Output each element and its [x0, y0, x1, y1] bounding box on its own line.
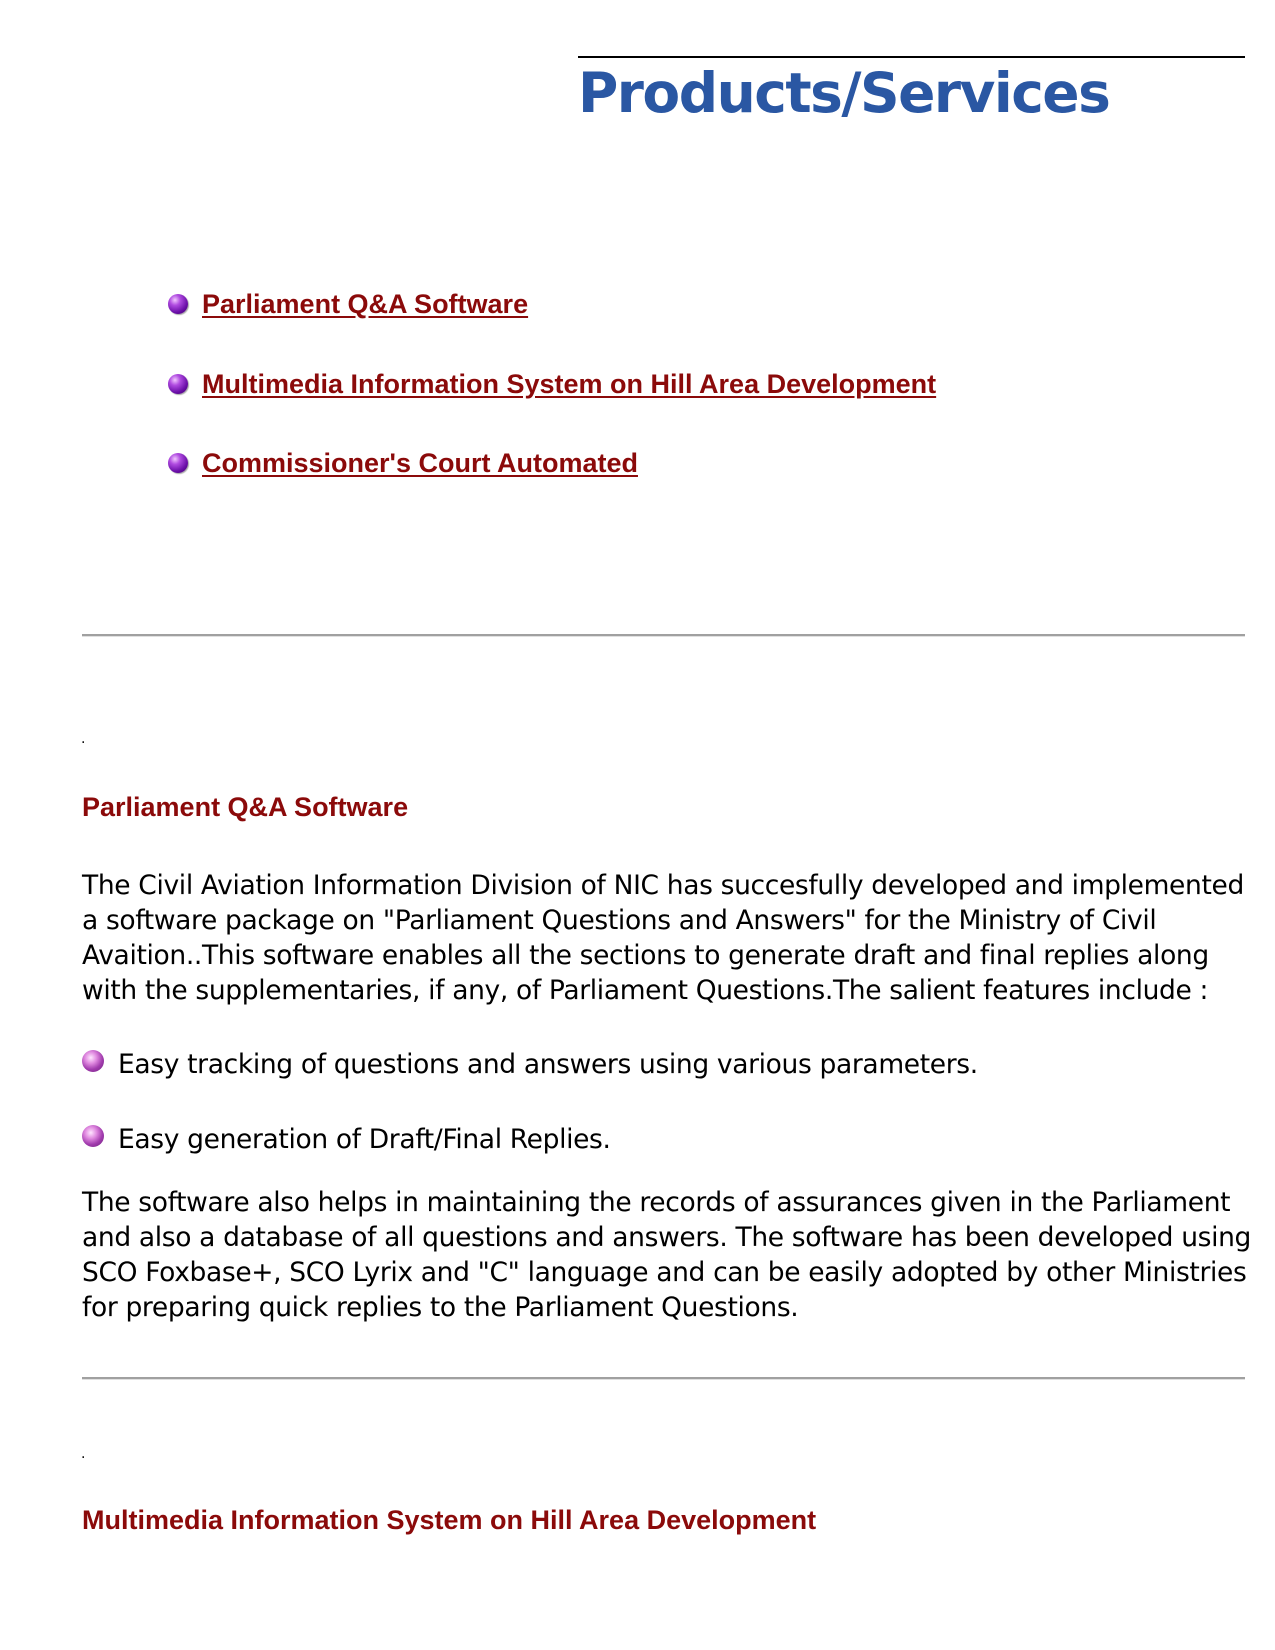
purple-ball-icon	[168, 453, 188, 473]
link-parliament-qa-software[interactable]: Parliament Q&A Software	[202, 289, 529, 319]
feature-text: Easy generation of Draft/Final Replies.	[118, 1124, 611, 1155]
pink-ball-icon	[82, 1050, 104, 1072]
section-intro-paragraph: The Civil Aviation Information Division of NIC has succesfully developed and implemented a software package on "Parliament Questions and Answers" for the Ministry of Civil Avaition..This software enables all the sections to generate draft and final replies along with the supplementaries, if any, of Parliament Questions.The salient features include :	[82, 870, 1244, 1006]
section-heading-parliament-qa: Parliament Q&A Software	[82, 792, 409, 822]
section-marker: .	[81, 731, 86, 747]
section-heading-multimedia: Multimedia Information System on Hill Area Development	[82, 1505, 817, 1535]
link-multimedia-information-system[interactable]: Multimedia Information System on Hill Area Development	[202, 369, 937, 399]
purple-ball-icon	[168, 294, 188, 314]
purple-ball-icon	[168, 374, 188, 394]
section-marker: .	[81, 1446, 86, 1462]
link-commissioners-court-automated[interactable]: Commissioner's Court Automated	[202, 448, 638, 478]
section-divider	[82, 634, 1245, 637]
section-divider	[82, 1377, 1245, 1380]
pink-ball-icon	[82, 1125, 104, 1147]
feature-text: Easy tracking of questions and answers using various parameters.	[118, 1049, 978, 1080]
section-closing-paragraph: The software also helps in maintaining the records of assurances given in the Parliament and also a database of all questions and answers. The software has been developed using SCO Foxbase+, SCO Lyrix and "C" language and can be easily adopted by other Ministries for preparing quick replies to the Parliament Questions.	[82, 1187, 1252, 1323]
page-title: Products/Services	[578, 61, 1110, 125]
